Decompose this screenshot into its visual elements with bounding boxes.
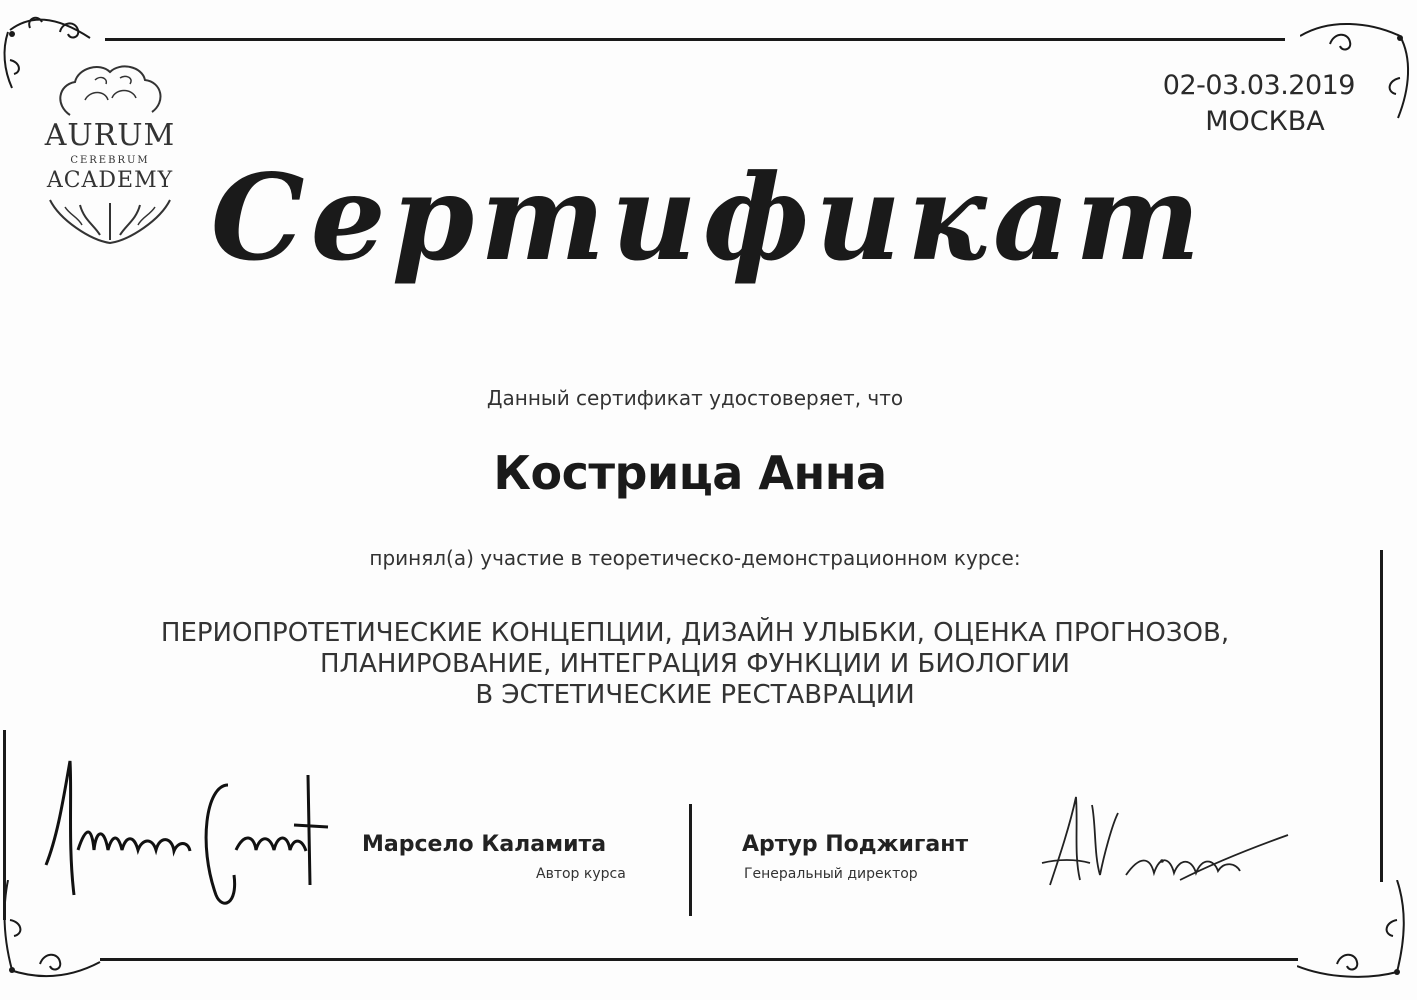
course-title xyxy=(0,618,1390,711)
signer-name-author: Марсело Каламита xyxy=(362,832,607,857)
recipient-name: Кострица Анна xyxy=(493,446,887,500)
certificate-title: Сертификат xyxy=(210,148,1207,287)
signature-divider xyxy=(689,804,692,916)
event-date: 02-03.03.2019 xyxy=(1162,70,1355,101)
signer-name-director: Артур Поджигант xyxy=(742,832,969,857)
logo-text-cerebrum: CEREBRUM xyxy=(70,155,150,166)
logo-text-academy: ACADEMY xyxy=(46,168,174,193)
top-border-line xyxy=(105,38,1285,41)
right-border-line xyxy=(1380,550,1383,882)
event-city: МОСКВА xyxy=(1205,106,1325,137)
certifies-text: Данный сертификат удостоверяет, что xyxy=(486,386,904,410)
course-title-line: ПЛАНИРОВАНИЕ, ИНТЕГРАЦИЯ ФУНКЦИИ И БИОЛОГИИ xyxy=(319,649,1071,679)
course-title-line: ПЕРИОПРОТЕТИЧЕСКИЕ КОНЦЕПЦИИ, ДИЗАЙН УЛЫБКИ, ОЦЕНКА ПРОГНОЗОВ, xyxy=(160,618,1230,648)
signature-author xyxy=(38,755,338,925)
signer-role-author: Автор курса xyxy=(536,866,626,882)
signature-director xyxy=(1030,785,1295,900)
signer-role-director: Генеральный директор xyxy=(744,866,918,882)
logo-text-aurum: AURUM xyxy=(44,118,176,153)
participation-text: принял(а) участие в теоретическо-демонстрационном курсе: xyxy=(369,546,1021,570)
bottom-right-ornament xyxy=(1297,880,1417,990)
course-title-line: В ЭСТЕТИЧЕСКИЕ РЕСТАВРАЦИИ xyxy=(475,680,915,710)
bottom-border-line xyxy=(100,958,1298,961)
tree-crown-icon xyxy=(50,60,170,120)
